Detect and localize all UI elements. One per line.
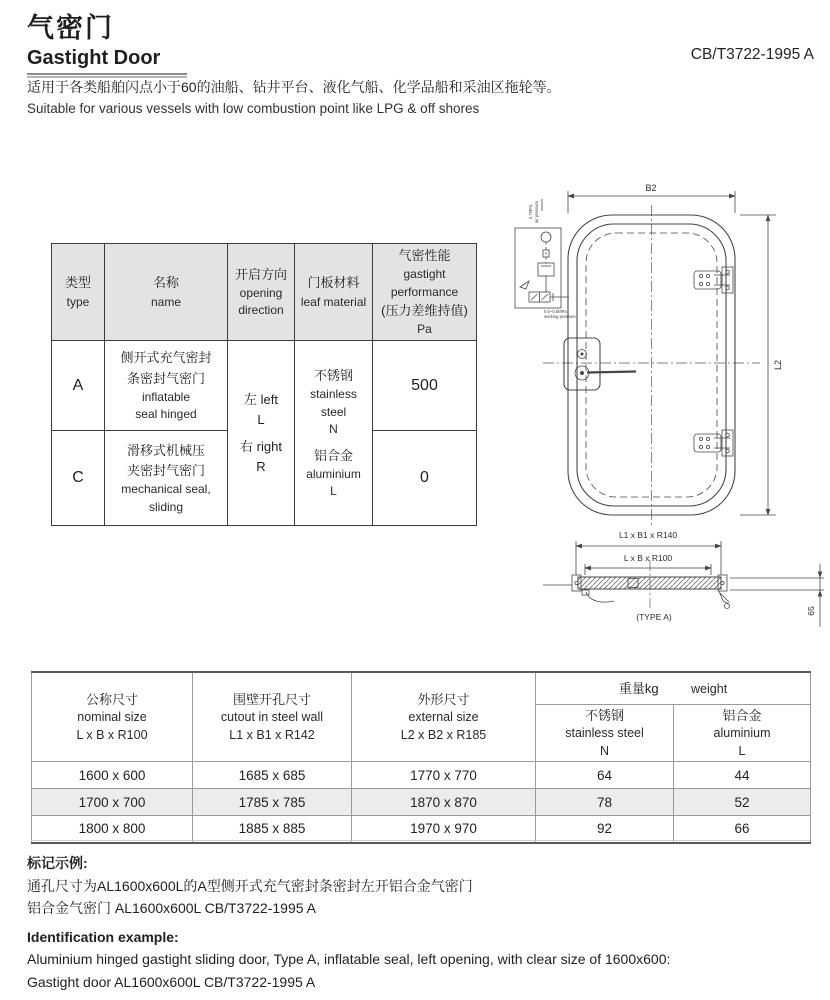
size-col-steel: 不锈钢 stainless steel N [536,704,674,762]
dim-l2-label: L2 [773,359,783,371]
hinge-bottom-icon [694,430,733,456]
marking-title-en: Identification example: [27,928,179,945]
marking-cn-line1: 通孔尺寸为AL1600x600L的A型侧开式充气密封条密封左开铝合金气密门 [27,877,473,894]
marking-cn-line2: 铝合金气密门 AL1600x600L CB/T3722-1995 A [27,900,316,916]
cell-steel-weight: 78 [536,789,674,816]
marking-title-cn: 标记示例: [27,855,88,871]
page-header [27,6,187,78]
air-pressure-note-2: air pressure [534,200,539,224]
standard-code: CB/T3722-1995 A [690,46,814,63]
table-bottom-rule [31,840,810,841]
cell-nominal: 1600 x 600 [32,762,193,789]
cell-alu-weight: 44 [674,762,811,789]
dim-thickness [730,564,824,627]
section-view [543,530,824,627]
dim-l2 [740,215,783,515]
type-a-label: (TYPE A) [636,612,672,622]
spec-type-a: A [52,341,105,431]
size-col-cutout: 围壁开孔尺寸 cutout in steel wall L1 x B1 x R142 [193,672,352,762]
working-pressure-note-1: 0.5~0.6MPa [544,309,567,314]
spec-col-name-en: name [150,294,182,309]
spec-name-a: 侧开式充气密封 条密封气密门 inflatable seal hinged [105,341,228,431]
cell-steel-weight: 64 [536,762,674,789]
spec-name-c: 滑移式机械压 夹密封气密门 mechanical seal, sliding [105,431,228,526]
gauge-icon [541,232,551,242]
spec-material-cell [295,341,373,526]
hinge-top-icon [694,267,733,293]
spec-col-name-cn: 名称 [152,275,179,291]
size-header-row-1 [32,672,811,704]
spec-row-a [52,341,477,431]
size-col-weight: 重量kg weight [536,672,811,704]
pneumatic-schematic [515,199,577,319]
cell-external: 1970 x 970 [352,816,536,843]
spec-opening-cell [228,341,295,526]
air-pressure-note-1: 0.7MPa [528,204,533,220]
spec-col-performance: 气密性能 gastight performance (压力差维持值) Pa [373,244,477,341]
spec-col-type-cn: 类型 [64,275,91,291]
cell-external: 1770 x 770 [352,762,536,789]
dim-cutout-label: L1 x B1 x R140 [618,530,678,540]
cell-cutout: 1685 x 685 [193,762,352,789]
marking-example [27,853,812,994]
dim-clear-label: L x B x R100 [623,553,673,563]
size-row-1700 [32,789,811,816]
door-front-view [515,199,760,527]
door-handle-icon [564,338,636,390]
size-col-external: 外形尺寸 external size L2 x B2 x R185 [352,672,536,762]
opening-option-right: 右 right R [240,438,282,475]
cell-external: 1870 x 870 [352,789,536,816]
spec-table [51,243,477,526]
cell-cutout: 1785 x 785 [193,789,352,816]
size-row-1800 [32,816,811,843]
size-col-nominal: 公称尺寸 nominal size L x B x R100 [32,672,193,762]
working-pressure-note-2: working pressure [544,314,576,319]
marking-en-line2: Gastight door AL1600x600L CB/T3722-1995 A [27,973,316,990]
spec-perf-a: 500 [373,341,477,431]
intro-cn: 适用于各类船舶闪点小于60的油船、钻井平台、液化气船、化学品船和采油区拖轮等。 [27,79,561,95]
technical-drawing [498,165,830,665]
cell-alu-weight: 52 [674,789,811,816]
material-option-aluminium: 铝合金 aluminium L [306,447,361,499]
spec-col-material: 门板材料 leaf material [295,244,373,341]
spec-col-opening: 开启方向 opening direction [228,244,295,341]
spec-col-type [52,244,105,341]
page-title-cn: 气密门 [27,13,114,43]
intro-text [27,77,797,119]
cell-cutout: 1885 x 885 [193,816,352,843]
size-col-aluminium: 铝合金 aluminium L [674,704,811,762]
dim-b2-label: B2 [645,183,657,193]
section-handle-icon [586,592,614,602]
size-row-1600 [32,762,811,789]
material-option-steel: 不锈钢 stainless steel N [310,368,357,437]
cell-alu-weight: 66 [674,816,811,843]
size-table [31,671,811,844]
spec-perf-c: 0 [373,431,477,526]
spec-col-type-en: type [66,294,90,309]
page-title-en: Gastight Door [27,47,161,69]
intro-en: Suitable for various vessels with low combustion point like LPG & off shores [27,101,480,116]
cell-steel-weight: 92 [536,816,674,843]
marking-en-line1: Aluminium hinged gastight sliding door, Type A, inflatable seal, left opening, with clear size of 1600x600: [27,951,671,967]
dim-thickness-label: 65 [806,606,816,616]
cell-nominal: 1800 x 800 [32,816,193,843]
cell-nominal: 1700 x 700 [32,789,193,816]
spec-header-row [52,244,477,341]
opening-option-left: 左 left L [244,391,278,427]
exhaust-arrow-icon [520,281,529,289]
spec-col-name [105,244,228,341]
spec-type-c: C [52,431,105,526]
regulator-icon [538,263,554,276]
section-bar [578,577,721,589]
